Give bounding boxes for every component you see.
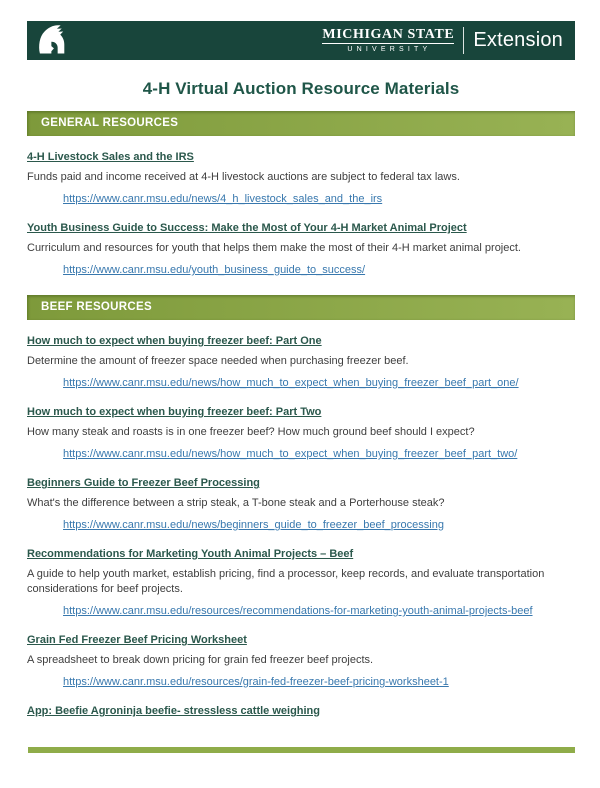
resource-link[interactable]: https://www.canr.msu.edu/resources/recommendations-for-marketing-youth-animal-projects-beef [63,605,533,617]
resource-heading: Youth Business Guide to Success: Make the Most of Your 4-H Market Animal Project [27,222,467,234]
footer-rule [28,747,575,753]
msu-logo [33,21,69,60]
resource-link[interactable]: https://www.canr.msu.edu/news/beginners_guide_to_freezer_beef_processing [63,519,444,531]
wordmark-divider [463,27,464,54]
extension-label: Extension [473,29,563,51]
resource-link-row [63,447,575,462]
resource-section [27,111,575,278]
section-items [27,150,575,278]
resource-description: Determine the amount of freezer space needed when purchasing freezer beef. [27,355,409,367]
resource-item [27,547,575,619]
resource-item [27,704,575,719]
resource-link[interactable]: https://www.canr.msu.edu/news/how_much_to_expect_when_buying_freezer_beef_part_one/ [63,377,519,389]
section-header-bar: GENERAL RESOURCES [27,111,575,136]
resource-item [27,405,575,462]
resource-description: Curriculum and resources for youth that helps them make the most of their 4-H market animal project. [27,242,521,254]
msu-wordmark-group [322,27,565,54]
resource-link[interactable]: https://www.canr.msu.edu/resources/grain-fed-freezer-beef-pricing-worksheet-1 [63,676,449,688]
resource-link-row [63,192,575,207]
msu-wordmark [322,28,454,54]
resource-link-row [63,376,575,391]
page-title: 4-H Virtual Auction Resource Materials [142,79,460,98]
resource-description: A spreadsheet to break down pricing for grain fed freezer beef projects. [27,654,374,666]
resource-heading: Beginners Guide to Freezer Beef Processing [27,477,260,489]
resource-item [27,476,575,533]
resource-link[interactable]: https://www.canr.msu.edu/news/4_h_livestock_sales_and_the_irs [63,193,383,205]
section-items [27,334,575,719]
resource-link-row [63,604,575,619]
resource-description: Funds paid and income received at 4-H livestock auctions are subject to federal tax laws. [27,171,460,183]
resource-description: What's the difference between a strip steak, a T-bone steak and a Porterhouse steak? [27,497,445,509]
resource-item [27,334,575,391]
resource-heading: How much to expect when buying freezer beef: Part One [27,335,322,347]
masthead-bar [27,21,575,60]
spartan-helmet-icon [33,21,69,60]
resource-link-row [63,675,575,690]
wordmark-michigan-state: MICHIGAN STATE [322,26,455,42]
resource-heading: App: Beefie Agroninja beefie- stressless cattle weighing [27,705,320,717]
resource-description: How many steak and roasts is in one freezer beef? How much ground beef should I expect? [27,426,475,438]
wordmark-university: UNIVERSITY [347,46,432,54]
resource-item [27,633,575,690]
resource-heading: 4-H Livestock Sales and the IRS [27,151,194,163]
resource-link[interactable]: https://www.canr.msu.edu/news/how_much_to_expect_when_buying_freezer_beef_part_two/ [63,448,518,460]
section-header-bar: BEEF RESOURCES [27,295,575,320]
resource-item [27,150,575,207]
sections-container [27,111,575,719]
resource-heading: Grain Fed Freezer Beef Pricing Worksheet [27,634,247,646]
resource-item [27,221,575,278]
resource-link[interactable]: https://www.canr.msu.edu/youth_business_guide_to_success/ [63,264,366,276]
resource-heading: How much to expect when buying freezer beef: Part Two [27,406,322,418]
document-page [27,21,575,719]
resource-link-row [63,263,575,278]
resource-section [27,295,575,719]
resource-link-row [63,518,575,533]
resource-heading: Recommendations for Marketing Youth Animal Projects – Beef [27,548,354,560]
resource-description: A guide to help youth market, establish pricing, find a processor, keep records, and evaluate transportation considerations for beef projects. [27,568,545,595]
